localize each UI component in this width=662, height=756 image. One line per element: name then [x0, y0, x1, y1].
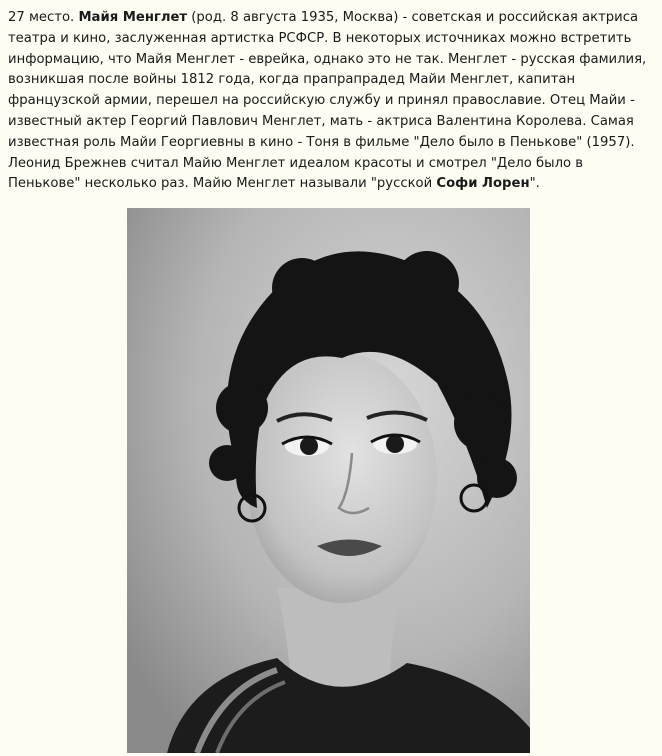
article-ending: ". — [529, 176, 540, 192]
actress-name: Майя Менглет — [78, 10, 188, 25]
article-text — [8, 8, 656, 195]
portrait-illustration — [127, 208, 530, 753]
article-body: (род. 8 августа 1935, Москва) - советская и российская актриса театра и кино, заслуженная артистка РСФСР. В некоторых источниках можно встретить информацию, что Майя Менглет - еврейка, однако это не так. Менглет - русская фамилия, возникшая после войны 1812 года, когда прапрапрадед Майи Менглет, капитан французской армии, перешел на российскую службу и принял православие. Отец Майи - известный актер Георгий Павлович Менглет, мать - актриса Валентина Королева. Самая известная роль Майи Георгиевны в кино - Тоня в фильме "Дело было в Пенькове" (1957). Леонид Брежнев считал Майю Менглет идеалом красоты и смотрел "Дело было в Пенькове" несколько раз. Майю Менглет называли "русской — [8, 10, 647, 192]
face — [247, 353, 437, 603]
rank-label: 27 место. — [8, 10, 75, 25]
portrait-photo — [127, 208, 530, 753]
comparison-name: Софи Лорен — [436, 176, 530, 192]
